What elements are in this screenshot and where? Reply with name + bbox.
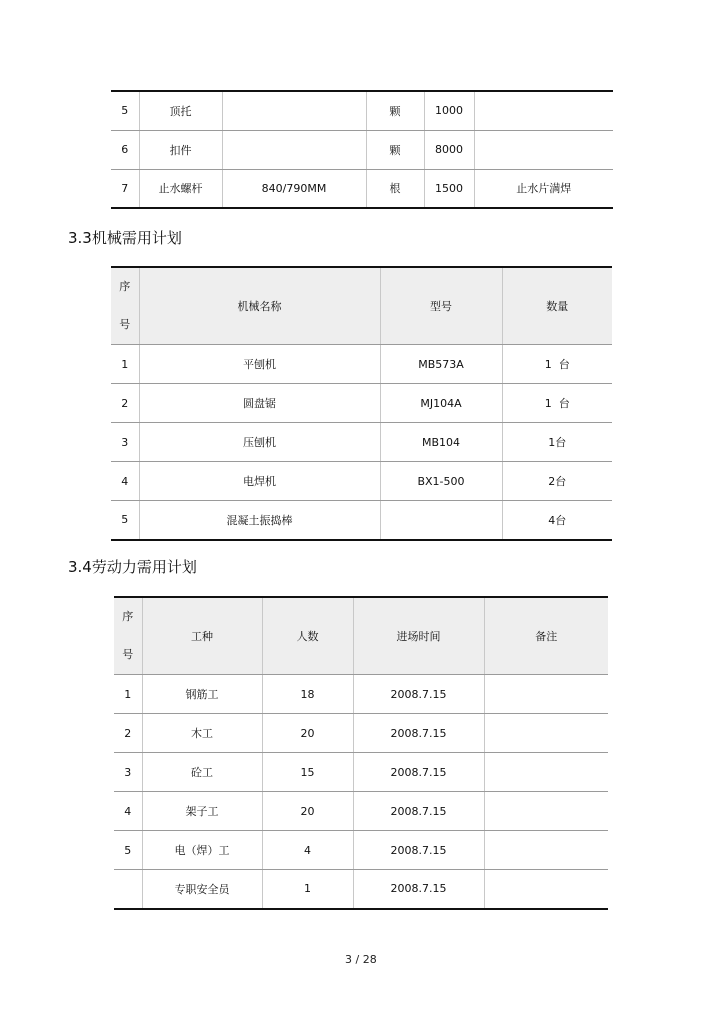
headcount: 20 <box>262 792 353 831</box>
material-spec <box>222 130 366 169</box>
header-entry-date: 进场时间 <box>353 597 484 675</box>
note <box>484 870 608 909</box>
labor-table <box>114 596 608 910</box>
machine-model: MJ104A <box>380 384 502 423</box>
material-name: 扣件 <box>139 130 222 169</box>
machine-name: 平刨机 <box>139 345 380 384</box>
header-seq-bottom: 号 <box>119 318 131 331</box>
table-row <box>111 462 612 501</box>
table-row <box>111 501 612 540</box>
material-spec: 840/790MM <box>222 169 366 208</box>
material-spec <box>222 91 366 130</box>
table-header-row <box>114 597 608 675</box>
row-number: 4 <box>111 462 139 501</box>
note <box>484 675 608 714</box>
trade-name: 专职安全员 <box>142 870 262 909</box>
headcount: 20 <box>262 714 353 753</box>
row-number: 3 <box>111 423 139 462</box>
headcount: 4 <box>262 831 353 870</box>
table-header-row <box>111 267 612 345</box>
row-number: 1 <box>114 675 142 714</box>
machine-name: 压刨机 <box>139 423 380 462</box>
table-row <box>111 91 613 130</box>
material-unit: 颗 <box>366 91 424 130</box>
note <box>484 792 608 831</box>
header-model: 型号 <box>380 267 502 345</box>
entry-date: 2008.7.15 <box>353 714 484 753</box>
table-row <box>114 714 608 753</box>
labor-heading: 3.4劳动力需用计划 <box>68 558 197 576</box>
material-name: 止水螺杆 <box>139 169 222 208</box>
machinery-heading: 3.3机械需用计划 <box>68 229 182 247</box>
header-trade: 工种 <box>142 597 262 675</box>
table-row <box>114 831 608 870</box>
row-number: 2 <box>114 714 142 753</box>
page-number: 3 / 28 <box>345 953 377 966</box>
material-name: 顶托 <box>139 91 222 130</box>
header-quantity: 数量 <box>502 267 612 345</box>
material-unit: 颗 <box>366 130 424 169</box>
entry-date: 2008.7.15 <box>353 753 484 792</box>
header-seq-top: 序 <box>119 280 131 293</box>
row-number: 5 <box>111 91 139 130</box>
row-number: 3 <box>114 753 142 792</box>
machine-qty: 4台 <box>502 501 612 540</box>
machine-name: 混凝土振捣棒 <box>139 501 380 540</box>
machine-model: MB573A <box>380 345 502 384</box>
headcount: 18 <box>262 675 353 714</box>
row-number: 6 <box>111 130 139 169</box>
machine-qty: 1 台 <box>502 384 612 423</box>
material-qty: 8000 <box>424 130 474 169</box>
row-number <box>114 870 142 909</box>
table-row <box>114 792 608 831</box>
header-seq <box>114 597 142 675</box>
entry-date: 2008.7.15 <box>353 675 484 714</box>
entry-date: 2008.7.15 <box>353 831 484 870</box>
row-number: 2 <box>111 384 139 423</box>
material-qty: 1000 <box>424 91 474 130</box>
trade-name: 架子工 <box>142 792 262 831</box>
material-qty: 1500 <box>424 169 474 208</box>
header-note: 备注 <box>484 597 608 675</box>
material-note <box>474 130 613 169</box>
header-headcount: 人数 <box>262 597 353 675</box>
table-row <box>111 345 612 384</box>
note <box>484 714 608 753</box>
trade-name: 木工 <box>142 714 262 753</box>
row-number: 1 <box>111 345 139 384</box>
machine-name: 圆盘锯 <box>139 384 380 423</box>
material-unit: 根 <box>366 169 424 208</box>
trade-name: 钢筋工 <box>142 675 262 714</box>
machine-qty: 1 台 <box>502 345 612 384</box>
material-note <box>474 91 613 130</box>
machine-name: 电焊机 <box>139 462 380 501</box>
machine-qty: 1台 <box>502 423 612 462</box>
trade-name: 砼工 <box>142 753 262 792</box>
table-row <box>111 169 613 208</box>
table-row <box>114 753 608 792</box>
row-number: 5 <box>111 501 139 540</box>
note <box>484 753 608 792</box>
headcount: 1 <box>262 870 353 909</box>
table-row <box>111 130 613 169</box>
material-note: 止水片满焊 <box>474 169 613 208</box>
machine-model <box>380 501 502 540</box>
headcount: 15 <box>262 753 353 792</box>
row-number: 4 <box>114 792 142 831</box>
header-seq-bottom: 号 <box>122 648 134 661</box>
row-number: 7 <box>111 169 139 208</box>
entry-date: 2008.7.15 <box>353 792 484 831</box>
header-seq <box>111 267 139 345</box>
entry-date: 2008.7.15 <box>353 870 484 909</box>
table-row <box>111 423 612 462</box>
table-row <box>114 870 608 909</box>
machine-model: MB104 <box>380 423 502 462</box>
machine-qty: 2台 <box>502 462 612 501</box>
materials-table <box>111 90 613 209</box>
machinery-table <box>111 266 612 541</box>
header-machine-name: 机械名称 <box>139 267 380 345</box>
trade-name: 电（焊）工 <box>142 831 262 870</box>
row-number: 5 <box>114 831 142 870</box>
note <box>484 831 608 870</box>
header-seq-top: 序 <box>122 610 134 623</box>
machine-model: BX1-500 <box>380 462 502 501</box>
table-row <box>114 675 608 714</box>
table-row <box>111 384 612 423</box>
